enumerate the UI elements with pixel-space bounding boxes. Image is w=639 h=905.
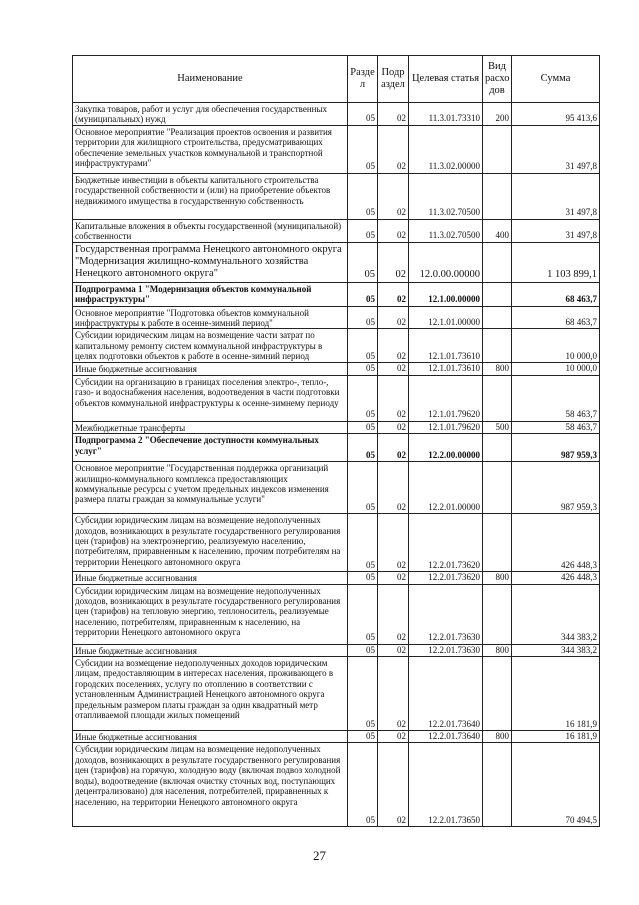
cell-type: 200 [483,103,512,126]
cell-target: 12.2.01.73650 [409,743,483,827]
cell-section: 05 [348,644,378,656]
header-sum: Сумма [512,56,600,103]
cell-section: 05 [348,242,378,282]
cell-sum: 344 383,2 [512,584,600,644]
cell-name: Субсидии на организацию в границах поселения электро-, тепло-, газо- и водоснабжения населения, водоотведения в части подготовки объектов коммунальной инфраструктуры к осенне-зимнему периоду [73,375,348,421]
header-target: Целевая статья [409,56,483,103]
cell-sum: 426 448,3 [512,514,600,572]
cell-sum: 95 413,6 [512,103,600,126]
cell-type [483,657,512,731]
cell-type [483,242,512,282]
cell-name: Иные бюджетные ассигнования [73,731,348,743]
table-row [73,657,600,731]
cell-name: Иные бюджетные ассигнования [73,363,348,375]
table-row [73,572,600,584]
cell-subsection: 02 [378,421,409,433]
cell-subsection: 02 [378,103,409,126]
cell-name: Субсидии на возмещение недополученных доходов юридическим лицам, предоставляющим в интересах населения, проживающего в городских поселениях, услугу по отоплению в соответствии с установленным Администрацией Ненецкого автономного округа предельным размером платы граждан за один квадратный метр отапливаемой площади жилых помещений [73,657,348,731]
cell-type: 400 [483,219,512,242]
cell-target: 12.2.01.00000 [409,462,483,514]
cell-subsection: 02 [378,173,409,219]
table-row [73,242,600,282]
cell-type: 800 [483,572,512,584]
cell-sum: 31 497,8 [512,125,600,173]
cell-section: 05 [348,421,378,433]
cell-section: 05 [348,282,378,306]
cell-type: 500 [483,421,512,433]
cell-sum: 58 463,7 [512,421,600,433]
cell-subsection: 02 [378,306,409,329]
table-header-row [73,56,600,103]
cell-target: 12.2.00.00000 [409,434,483,462]
cell-type: 800 [483,731,512,743]
cell-subsection: 02 [378,125,409,173]
cell-target: 12.1.01.79620 [409,375,483,421]
header-subsection: Подр аздел [378,56,409,103]
table-row [73,514,600,572]
cell-section: 05 [348,173,378,219]
cell-sum: 16 181,9 [512,657,600,731]
cell-section: 05 [348,363,378,375]
cell-subsection: 02 [378,329,409,363]
cell-subsection: 02 [378,572,409,584]
table-row [73,329,600,363]
cell-sum: 31 497,8 [512,173,600,219]
cell-subsection: 02 [378,731,409,743]
cell-target: 11.3.02.70500 [409,173,483,219]
table-row [73,219,600,242]
cell-subsection: 02 [378,375,409,421]
table-row [73,644,600,656]
cell-type: 800 [483,644,512,656]
cell-target: 12.1.01.73610 [409,329,483,363]
cell-name: Субсидии юридическим лицам на возмещение недополученных доходов, возникающих в результате государственного регулирования цен (тарифов) на горячую, холодную воду (включая подвоз холодной воды), водоотведение (включая очистку сточных вод, поступающих децентрализовано) для населения, потребителей, приравненных к населению, на территории Ненецкого автономного округа [73,743,348,827]
cell-name: Подпрограмма 1 "Модернизация объектов коммунальной инфраструктуры" [73,282,348,306]
cell-sum: 16 181,9 [512,731,600,743]
budget-table [72,55,600,827]
cell-target: 12.2.01.73640 [409,731,483,743]
cell-name: Государственная программа Ненецкого автономного округа "Модернизация жилищно-коммунального хозяйства Ненецкого автономного округа" [73,242,348,282]
table-row [73,125,600,173]
page-number: 27 [313,848,326,863]
table-row [73,584,600,644]
cell-section: 05 [348,731,378,743]
cell-name: Субсидии юридическим лицам на возмещение недополученных доходов, возникающих в результате государственного регулирования цен (тарифов) на тепловую энергию, теплоноситель, реализуемые населению, потребителям, приравненным к населению, на территории Ненецкого автономного округа [73,584,348,644]
cell-type [483,434,512,462]
cell-name: Иные бюджетные ассигнования [73,644,348,656]
cell-type [483,584,512,644]
cell-target: 12.2.01.73640 [409,657,483,731]
cell-type [483,282,512,306]
cell-name: Основное мероприятие "Государственная поддержка организаций жилищно-коммунального комплекса предоставляющих коммунальные ресурсы с учетом предельных индексов изменения размера платы граждан за коммунальные услуги" [73,462,348,514]
table-row [73,462,600,514]
cell-name: Основное мероприятие "Подготовка объектов коммунальной инфраструктуры к работе в осенне-зимний период" [73,306,348,329]
table-row [73,103,600,126]
cell-sum: 10 000,0 [512,329,600,363]
table-row [73,375,600,421]
table-row [73,282,600,306]
cell-section: 05 [348,572,378,584]
cell-section: 05 [348,125,378,173]
cell-section: 05 [348,329,378,363]
cell-type: 800 [483,363,512,375]
cell-section: 05 [348,434,378,462]
cell-subsection: 02 [378,242,409,282]
cell-section: 05 [348,743,378,827]
table-row [73,434,600,462]
cell-subsection: 02 [378,462,409,514]
cell-type [483,306,512,329]
cell-sum: 1 103 899,1 [512,242,600,282]
cell-sum: 987 959,3 [512,462,600,514]
cell-name: Бюджетные инвестиции в объекты капитального строительства государственной собственности и (или) на приобретение объектов недвижимого имущества в государственную собственность [73,173,348,219]
header-section: Разде л [348,56,378,103]
cell-name: Основное мероприятие "Реализация проектов освоения и развития территории для жилищного строительства, предусматривающих обеспечение земельных участков коммунальной и транспортной инфраструктурами" [73,125,348,173]
cell-sum: 426 448,3 [512,572,600,584]
cell-type [483,329,512,363]
cell-subsection: 02 [378,514,409,572]
cell-section: 05 [348,657,378,731]
cell-name: Иные бюджетные ассигнования [73,572,348,584]
cell-sum: 58 463,7 [512,375,600,421]
cell-type [483,514,512,572]
cell-target: 12.2.01.73620 [409,514,483,572]
cell-sum: 10 000,0 [512,363,600,375]
cell-subsection: 02 [378,282,409,306]
cell-subsection: 02 [378,743,409,827]
cell-section: 05 [348,375,378,421]
cell-section: 05 [348,584,378,644]
cell-target: 12.2.01.73630 [409,644,483,656]
cell-target: 11.3.02.70500 [409,219,483,242]
cell-type [483,462,512,514]
table-row [73,363,600,375]
cell-sum: 31 497,8 [512,219,600,242]
cell-section: 05 [348,306,378,329]
cell-sum: 68 463,7 [512,282,600,306]
cell-target: 11.3.01.73310 [409,103,483,126]
table-row [73,306,600,329]
budget-table-container [72,55,599,827]
cell-type [483,743,512,827]
header-type: Вид расхо дов [483,56,512,103]
cell-subsection: 02 [378,434,409,462]
cell-section: 05 [348,219,378,242]
cell-subsection: 02 [378,584,409,644]
cell-sum: 68 463,7 [512,306,600,329]
cell-subsection: 02 [378,644,409,656]
cell-target: 11.3.02.00000 [409,125,483,173]
cell-subsection: 02 [378,219,409,242]
cell-target: 12.0.00.00000 [409,242,483,282]
table-row [73,743,600,827]
cell-name: Субсидии юридическим лицам на возмещение недополученных доходов, возникающих в результате государственного регулирования цен (тарифов) на электроэнергию, реализуемую населению, потребителям, приравненным к населению, прочим потребителям на территории Ненецкого автономного округа [73,514,348,572]
cell-target: 12.2.01.73630 [409,584,483,644]
table-row [73,731,600,743]
cell-section: 05 [348,514,378,572]
cell-type [483,375,512,421]
cell-type [483,173,512,219]
cell-target: 12.1.01.73610 [409,363,483,375]
header-name: Наименование [73,56,348,103]
cell-sum: 987 959,3 [512,434,600,462]
cell-name: Межбюджетные трансферты [73,421,348,433]
cell-type [483,125,512,173]
cell-sum: 344 383,2 [512,644,600,656]
cell-name: Подпрограмма 2 "Обеспечение доступности коммунальных услуг" [73,434,348,462]
table-row [73,173,600,219]
cell-target: 12.1.00.00000 [409,282,483,306]
cell-name: Капитальные вложения в объекты государственной (муниципальной) собственности [73,219,348,242]
cell-target: 12.1.01.79620 [409,421,483,433]
cell-target: 12.1.01.00000 [409,306,483,329]
cell-sum: 70 494,5 [512,743,600,827]
cell-name: Закупка товаров, работ и услуг для обеспечения государственных (муниципальных) нужд [73,103,348,126]
cell-section: 05 [348,103,378,126]
cell-section: 05 [348,462,378,514]
cell-subsection: 02 [378,657,409,731]
table-body [73,103,600,827]
table-row [73,421,600,433]
cell-target: 12.2.01.73620 [409,572,483,584]
cell-name: Субсидии юридическим лицам на возмещение части затрат по капитальному ремонту систем коммунальной инфраструктуры в целях подготовки объектов к работе в осенне-зимний период [73,329,348,363]
cell-subsection: 02 [378,363,409,375]
